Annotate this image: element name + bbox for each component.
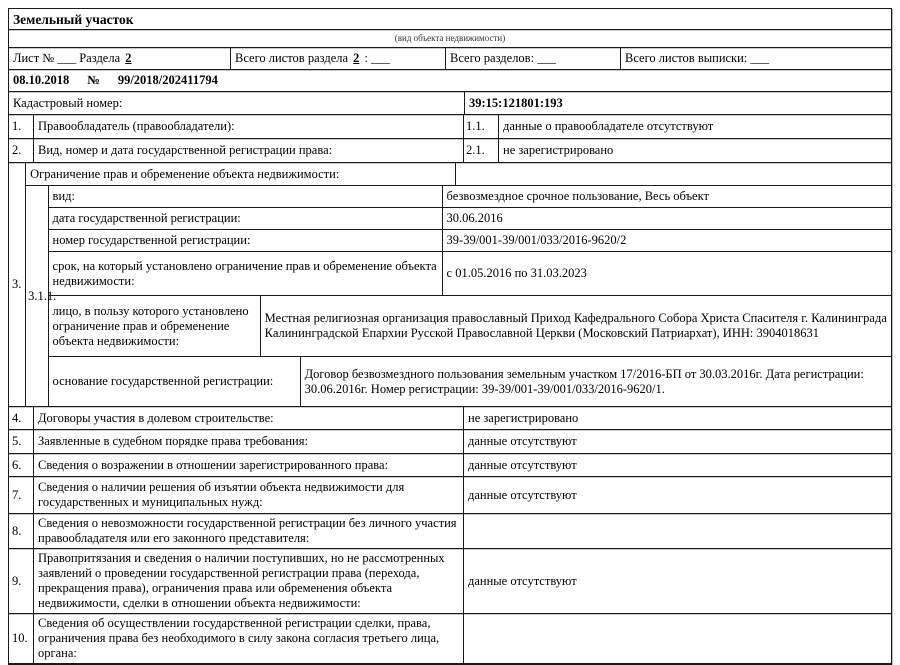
cadastral-number-label: Кадастровый номер: (9, 92, 465, 114)
total-extract-sheets-label: Всего листов выписки: (625, 51, 748, 65)
row-label: Сведения о наличии решения об изъятии объекта недвижимости для государственных и муниципальных нужд: (34, 477, 464, 513)
row-value: не зарегистрировано (468, 410, 579, 425)
row-number: 2. (9, 139, 34, 162)
row-label: Сведения о возражении в отношении зарегистрированного права: (34, 454, 464, 476)
row-label: Правопритязания и сведения о наличии поступивших, но не рассмотренных заявлений о проведении государственной регистрации права (перехода, прекращения права), ограничения права или обременения объекта недвижимости, сделки в отношении объекта недвижимости: (34, 549, 464, 613)
total-section-sheets-number: 2 (353, 51, 360, 65)
row-label: Сведения об осуществлении государственной регистрации сделки, права, ограничения права без необходимого в силу закона согласия третьего лица, органа: (34, 614, 464, 663)
table-row-10 (9, 614, 891, 664)
row-value: с 01.05.2016 по 31.03.2023 (446, 266, 587, 280)
row-number: 6. (9, 454, 34, 476)
row-value: Договор безвозмездного пользования земельным участком 17/2016-БП от 30.03.2016г. Дата регистрации: 30.06.2016г. Номер регистрации: 39-39/001-39/001/033/2016-9620/1. (304, 366, 864, 396)
row-label: Договоры участия в долевом строительстве: (34, 407, 464, 429)
cadastral-number-value: 39:15:121801:193 (469, 95, 563, 110)
object-type-title: Земельный участок (13, 11, 134, 27)
row-value (464, 514, 891, 548)
table-row-9 (9, 549, 891, 614)
total-sections-blank: ___ (537, 51, 556, 65)
row-value: 39-39/001-39/001/033/2016-9620/2 (446, 233, 627, 247)
row-value: Местная религиозная организация православный Приход Кафедрального Собора Христа Спасителя г. Калининграда Калининградской Епархии Русской Православной Церкви (Московский Патриархат), ИНН: 3904018631 (264, 311, 887, 340)
sheet-label: Лист № (13, 51, 55, 65)
table-row-7 (9, 477, 891, 514)
cadastral-number-row (9, 92, 891, 115)
row-number: 7. (9, 477, 34, 513)
number-sign: № (87, 73, 100, 87)
row-value: данные отсутствуют (468, 487, 577, 502)
total-section-sheets-cell (231, 48, 446, 69)
object-type-row (9, 9, 891, 30)
row-value: безвозмездное срочное пользование, Весь объект (446, 189, 709, 203)
row-number: 10. (9, 614, 34, 663)
total-section-sheets-blank: ___ (371, 51, 390, 65)
row-number: 4. (9, 407, 34, 429)
registration-date-row (49, 208, 891, 230)
row-value: данные о правообладателе отсутствуют (503, 119, 714, 133)
row-label: дата государственной регистрации: (49, 208, 443, 229)
restrictions-header-value (456, 163, 891, 185)
section-label: Раздела (79, 51, 121, 65)
row-value: данные отсутствуют (468, 573, 577, 588)
row-value: 30.06.2016 (446, 211, 503, 225)
row-label: основание государственной регистрации: (49, 357, 301, 406)
registration-number-row (49, 230, 891, 252)
extract-date: 08.10.2018 (13, 73, 70, 87)
total-section-sheets-label: Всего листов раздела (235, 51, 349, 65)
row-label: Сведения о невозможности государственной регистрации без личного участия правообладателя или его законного представителя: (34, 514, 464, 548)
table-row-1 (9, 115, 891, 139)
row-number: 1. (9, 115, 34, 138)
restriction-kind-row (49, 186, 891, 208)
date-number-row (9, 70, 891, 92)
row-label: Правообладатель (правообладатели): (34, 115, 464, 138)
row-subnumber: 2.1. (464, 139, 499, 162)
restrictions-header-row (26, 163, 891, 186)
object-type-caption-row (9, 30, 891, 48)
row-label: номер государственной регистрации: (49, 230, 443, 251)
row-number: 9. (9, 549, 34, 613)
restriction-detail-rows (49, 186, 891, 406)
table-row-6 (9, 454, 891, 477)
total-extract-sheets-blank: ___ (750, 51, 770, 65)
total-section-sheets-sep: : (364, 51, 369, 65)
row-number: 5. (9, 430, 34, 453)
row-label: срок, на который установлено ограничение прав и обременение объекта недвижимости: (49, 252, 443, 295)
row-value: данные отсутствуют (468, 434, 577, 448)
extract-number: 99/2018/202411794 (117, 73, 218, 87)
table-row-5 (9, 430, 891, 454)
row-label: лицо, в пользу которого установлено ограничение прав и обременение объекта недвижимости: (49, 296, 261, 356)
row-value: данные отсутствуют (468, 457, 577, 472)
egrn-extract-table (8, 8, 892, 665)
row-3-body (26, 163, 891, 406)
row-3-sub (26, 186, 891, 406)
section-number: 2 (125, 51, 132, 65)
total-sections-label: Всего разделов: (450, 51, 535, 65)
beneficiary-row (49, 296, 891, 357)
date-number-cell (9, 70, 891, 91)
restrictions-header-label: Ограничение прав и обременение объекта недвижимости: (26, 163, 456, 185)
row-subnumber: 3.1.1. (26, 186, 48, 406)
sheet-blank: ___ (57, 51, 77, 65)
restriction-term-row (49, 252, 891, 296)
total-extract-sheets-cell (621, 48, 891, 69)
row-number: 8. (9, 514, 34, 548)
row-label: Вид, номер и дата государственной регистрации права: (34, 139, 464, 162)
row-label: вид: (49, 186, 443, 207)
row-value: не зарегистрировано (503, 143, 614, 157)
table-row-3-group (9, 163, 891, 407)
object-type-caption: (вид объекта недвижимости) (394, 33, 506, 43)
table-row-2 (9, 139, 891, 163)
row-subnumber: 1.1. (464, 115, 499, 138)
table-row-4 (9, 407, 891, 430)
row-label: Заявленные в судебном порядке права требования: (34, 430, 464, 453)
table-row-8 (9, 514, 891, 549)
row-value (464, 614, 891, 663)
sheet-counters-row (9, 48, 891, 70)
registration-basis-row (49, 357, 891, 406)
total-sections-cell (446, 48, 621, 69)
sheet-number-cell (9, 48, 231, 69)
row-number: 3. (9, 163, 26, 406)
